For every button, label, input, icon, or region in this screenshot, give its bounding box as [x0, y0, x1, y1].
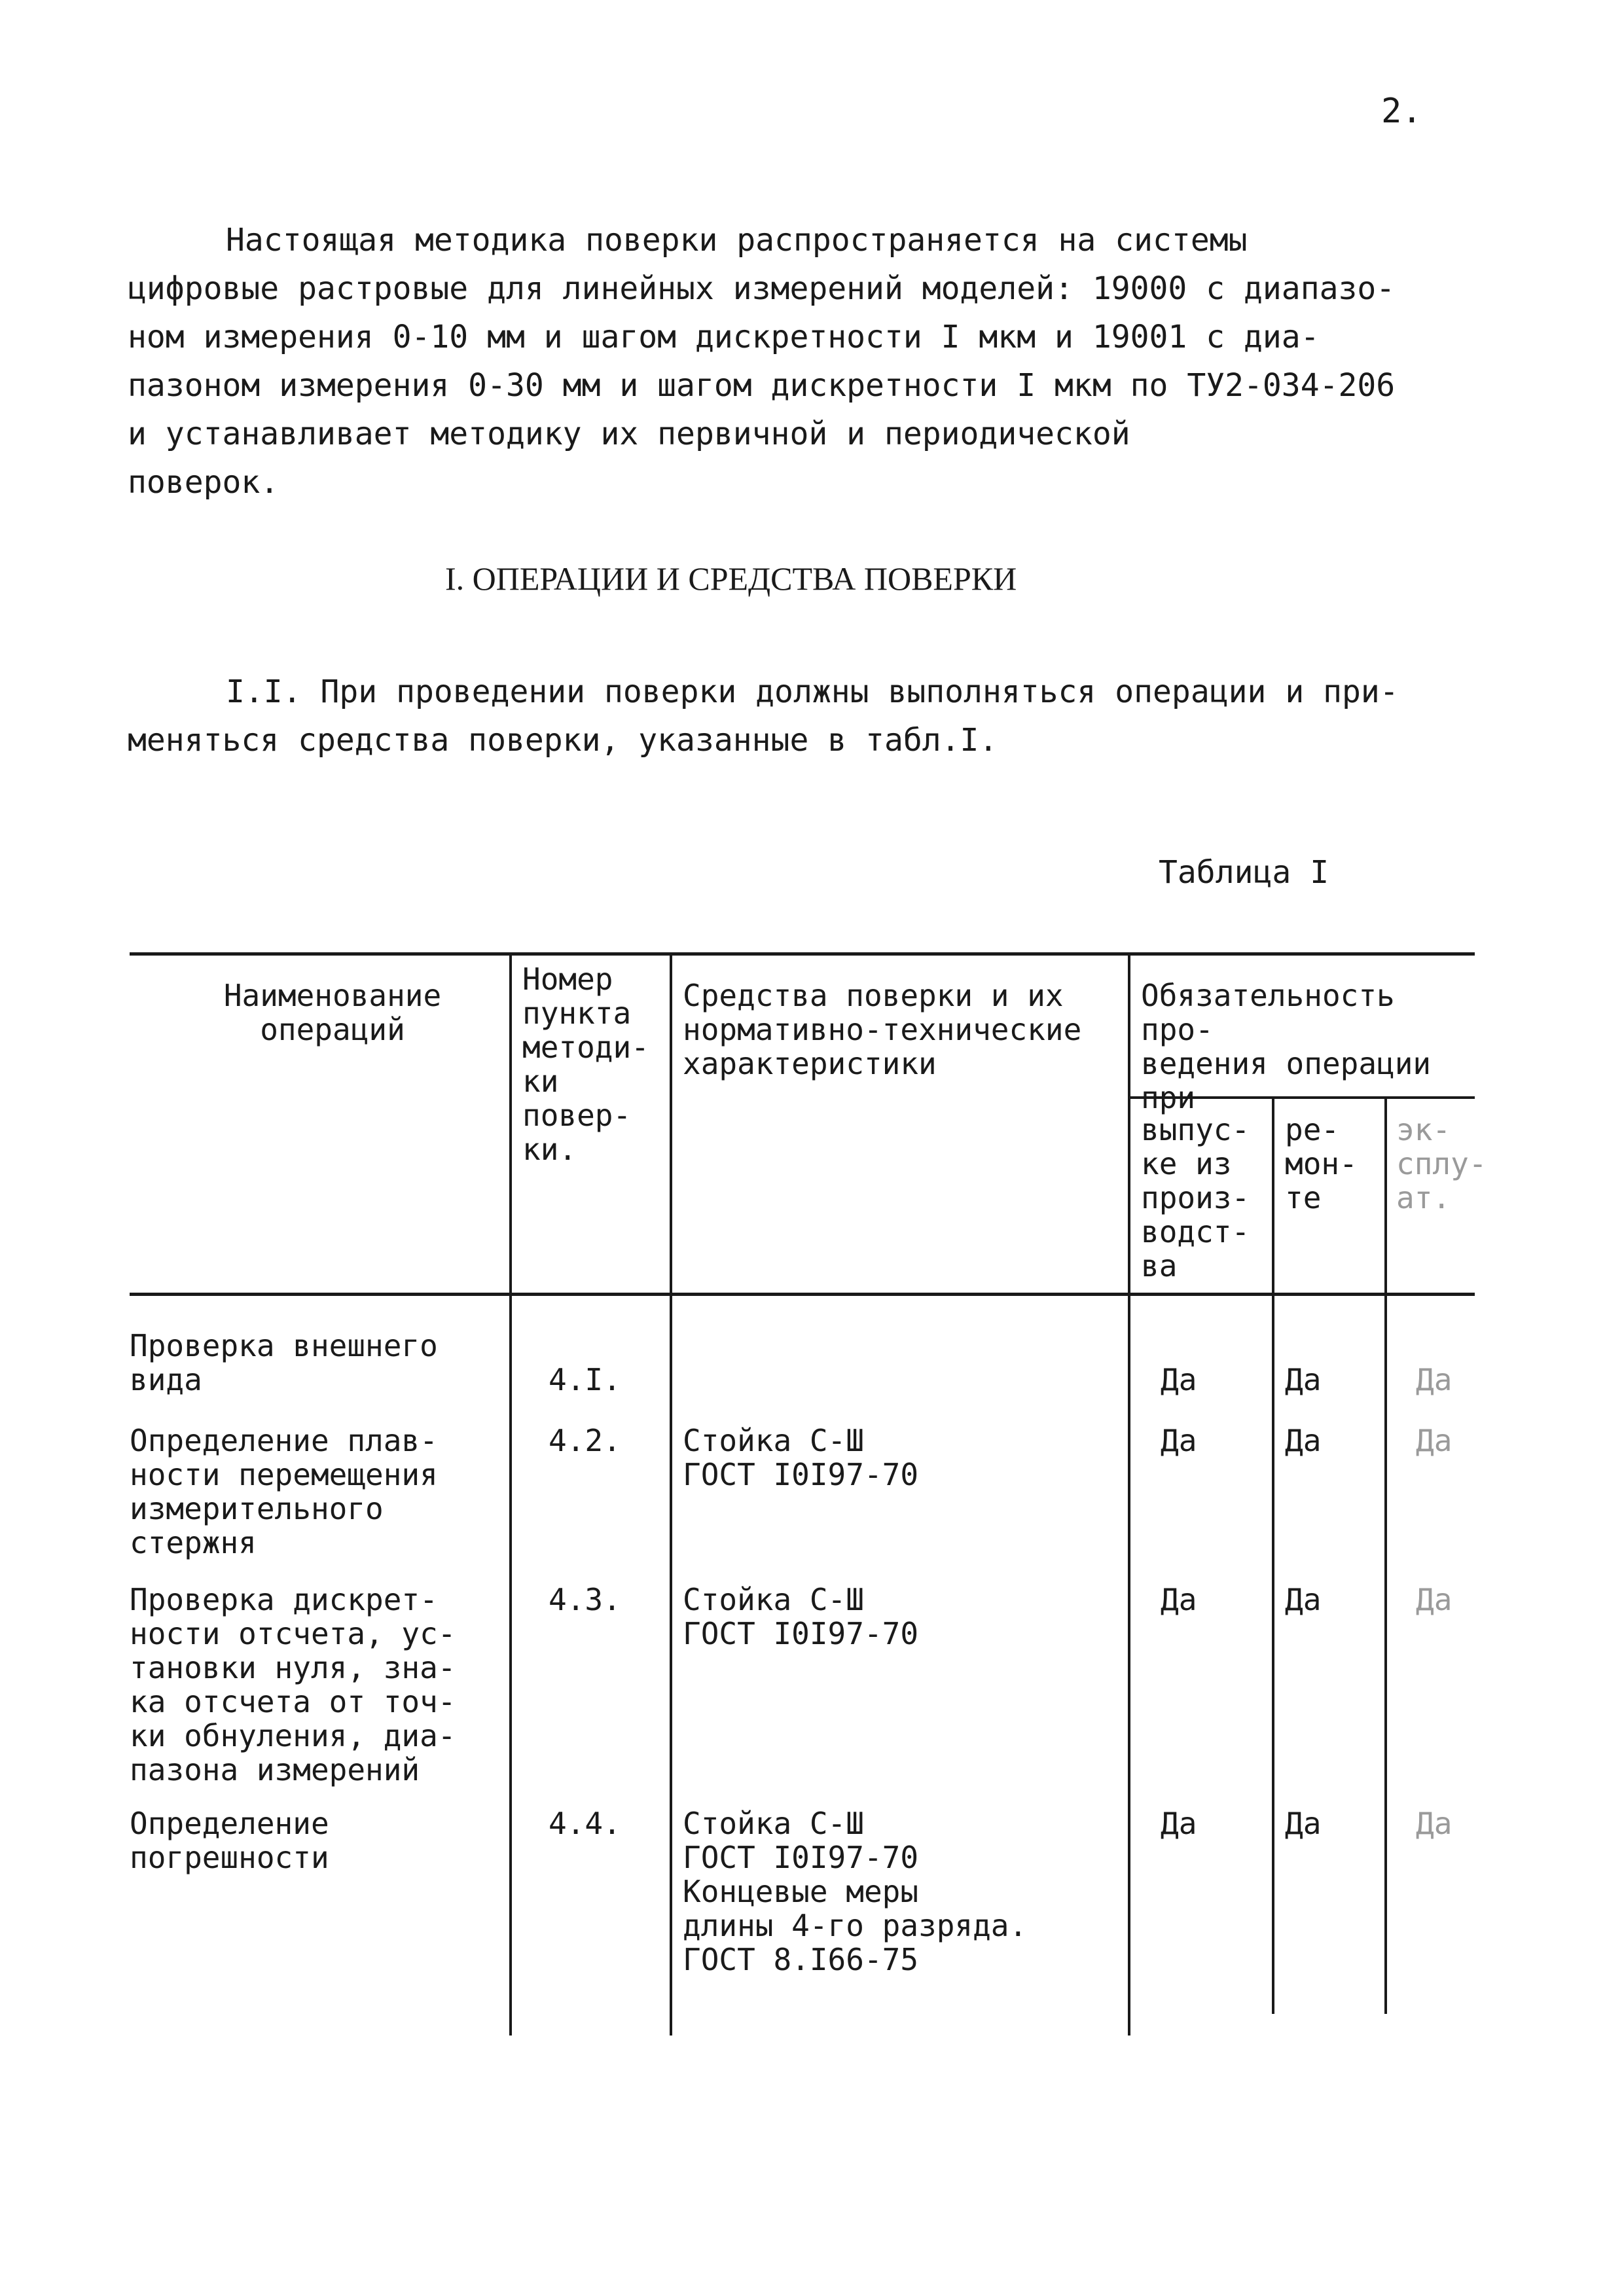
row3-clause: 4.3.: [549, 1582, 621, 1617]
header-clause: Номер пункта методи- ки повер- ки.: [522, 961, 649, 1167]
operations-table: [130, 952, 1487, 2052]
row2-release: Да: [1161, 1423, 1197, 1458]
header-release: выпус- ке из произ- водст- ва: [1141, 1112, 1250, 1283]
row2-exploitation: Да: [1416, 1423, 1453, 1458]
row1-clause: 4.I.: [549, 1362, 621, 1397]
row2-repair: Да: [1285, 1423, 1322, 1458]
row1-exploitation: Да: [1416, 1362, 1453, 1397]
header-obligation: Обязательность про- ведения операции при: [1141, 978, 1432, 1115]
row4-clause: 4.4.: [549, 1806, 621, 1841]
table-top-border: [130, 952, 1475, 956]
intro-line: цифровые растровые для линейных измерений моделей: 19000 с диапазо-: [128, 270, 1396, 307]
clause-line: I.I. При проведении поверки должны выполняться операции и при-: [226, 673, 1399, 710]
header-repair: ре- мон- те: [1285, 1112, 1358, 1215]
row4-exploitation: Да: [1416, 1806, 1453, 1841]
row3-repair: Да: [1285, 1582, 1322, 1617]
section-title: I. ОПЕРАЦИИ И СРЕДСТВА ПОВЕРКИ: [445, 560, 1017, 597]
table-caption: Таблица I: [1159, 854, 1329, 891]
intro-line: пазоном измерения 0-30 мм и шагом дискретности I мкм по ТУ2-034-206: [128, 367, 1396, 404]
row4-release: Да: [1161, 1806, 1197, 1841]
intro-line: и устанавливает методику их первичной и периодической: [128, 416, 1130, 452]
column-divider: [509, 952, 512, 2036]
row1-repair: Да: [1285, 1362, 1322, 1397]
intro-line: Настоящая методика поверки распространяется на системы: [226, 222, 1248, 259]
column-divider: [670, 952, 672, 2036]
intro-paragraph: [128, 216, 1489, 507]
column-divider: [1272, 1098, 1274, 2014]
row3-operation: Проверка дискрет- ности отсчета, ус- тановки нуля, зна- ка отсчета от точ- ки обнуления, диа- пазона измерений: [130, 1582, 456, 1787]
row1-operation: Проверка внешнего вида: [130, 1328, 438, 1397]
clause-line: меняться средства поверки, указанные в табл.I.: [128, 722, 998, 759]
header-means: Средства поверки и их нормативно-технические характеристики: [683, 978, 1082, 1081]
row3-release: Да: [1161, 1582, 1197, 1617]
intro-line: ном измерения 0-10 мм и шагом дискретности I мкм и 19001 с диа-: [128, 319, 1320, 355]
row3-exploitation: Да: [1416, 1582, 1453, 1617]
intro-line: поверок.: [128, 464, 280, 501]
header-operation: Наименование операций: [223, 978, 442, 1047]
row2-means: Стойка С-Ш ГОСТ I0I97-70: [683, 1423, 919, 1492]
column-divider: [1128, 952, 1130, 2036]
row4-operation: Определение погрешности: [130, 1806, 329, 1875]
row3-means: Стойка С-Ш ГОСТ I0I97-70: [683, 1582, 919, 1651]
row4-means: Стойка С-Ш ГОСТ I0I97-70 Концевые меры длины 4-го разряда. ГОСТ 8.I66-75: [683, 1806, 1028, 1977]
column-divider: [1384, 1098, 1387, 2014]
row4-repair: Да: [1285, 1806, 1322, 1841]
clause-paragraph: [128, 668, 1489, 764]
row2-operation: Определение плав- ности перемещения измерительного стержня: [130, 1423, 438, 1560]
row2-clause: 4.2.: [549, 1423, 621, 1458]
row1-release: Да: [1161, 1362, 1197, 1397]
page-number: 2.: [1381, 92, 1422, 131]
header-exploitation: эк- сплу- ат.: [1396, 1112, 1487, 1215]
